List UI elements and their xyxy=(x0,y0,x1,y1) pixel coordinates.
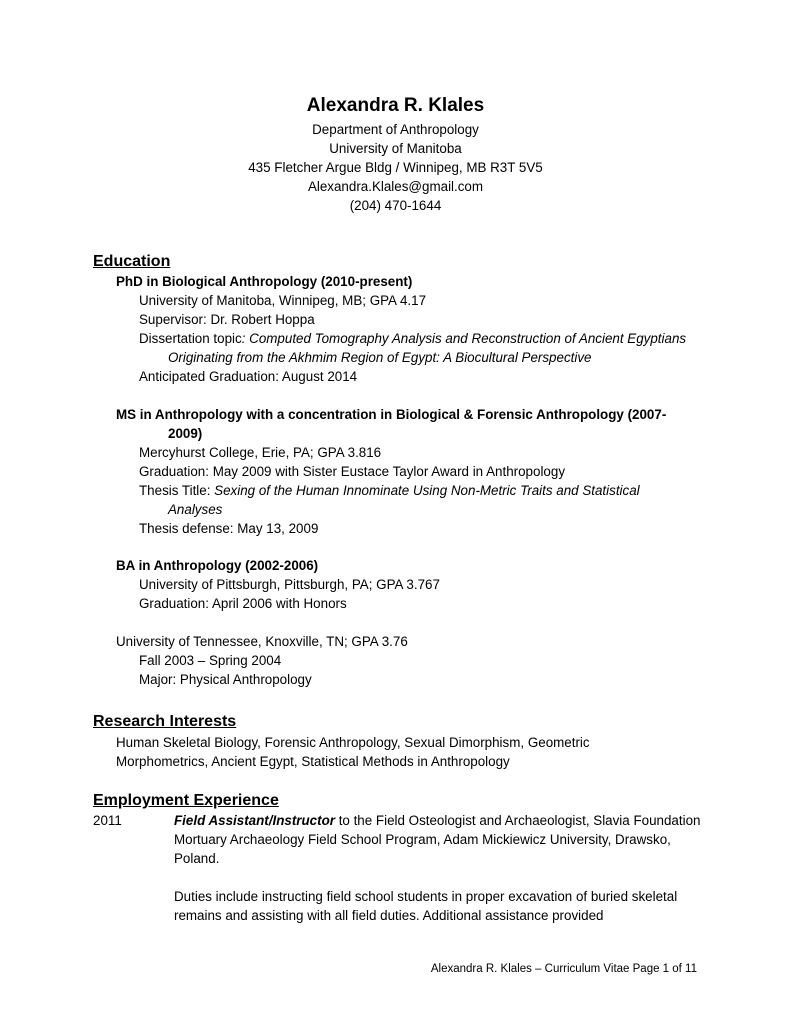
author-name: Alexandra R. Klales xyxy=(306,95,485,116)
ba-institution: University of Pittsburgh, Pittsburgh, PA; GPA 3.767 xyxy=(139,577,440,592)
employment-heading: Employment Experience xyxy=(93,792,279,809)
ba-graduation: Graduation: April 2006 with Honors xyxy=(139,596,347,611)
thesis-label: Thesis Title: xyxy=(139,483,215,498)
education-heading: Education xyxy=(93,253,171,270)
employment-year: 2011 xyxy=(93,813,122,828)
address: 435 Fletcher Argue Bldg / Winnipeg, MB R3T 5V5 xyxy=(248,160,543,175)
phd-graduation: Anticipated Graduation: August 2014 xyxy=(139,369,358,384)
employment-entry xyxy=(174,811,704,925)
research-text: Human Skeletal Biology, Forensic Anthropology, Sexual Dimorphism, Geometric Morphometrics, Ancient Egypt, Statistical Methods in Anthropology xyxy=(116,735,590,769)
phd-dissertation xyxy=(116,329,696,367)
dissertation-label: Dissertation topic xyxy=(139,331,242,346)
page-footer: Alexandra R. Klales – Curriculum Vitae Page 1 of 11 xyxy=(430,963,697,975)
employment-description xyxy=(174,811,704,868)
education-phd xyxy=(116,272,696,386)
department: Department of Anthropology xyxy=(312,122,479,137)
education-ba xyxy=(116,556,696,613)
dissertation-title: : Computed Tomography Analysis and Reconstruction of Ancient Egyptians Originating from the Akhmim Region of Egypt: A Biocultural Perspective xyxy=(168,331,687,365)
other-institution: University of Tennessee, Knoxville, TN; GPA 3.76 xyxy=(116,634,408,649)
thesis-title: Sexing of the Human Innominate Using Non-Metric Traits and Statistical Analyses xyxy=(168,483,640,517)
ba-degree: BA in Anthropology (2002-2006) xyxy=(116,558,319,573)
cv-header xyxy=(0,95,791,215)
research-heading: Research Interests xyxy=(93,713,237,730)
ms-thesis xyxy=(116,481,686,519)
education-other xyxy=(116,632,696,689)
phd-institution: University of Manitoba, Winnipeg, MB; GPA 4.17 xyxy=(139,293,427,308)
university: University of Manitoba xyxy=(329,141,462,156)
employment-details: to the Field Osteologist and Archaeologist, Slavia Foundation Mortuary Archaeology Field School Program, Adam Mickiewicz University, Drawsko, Poland. xyxy=(174,813,701,866)
ms-defense: Thesis defense: May 13, 2009 xyxy=(139,521,319,536)
employment-duties: Duties include instructing field school students in proper excavation of buried skeletal remains and assisting with all field duties. Additional assistance provided xyxy=(174,889,678,923)
education-ms xyxy=(116,405,686,538)
ms-institution: Mercyhurst College, Erie, PA; GPA 3.816 xyxy=(139,445,382,460)
phd-degree: PhD in Biological Anthropology (2010-present) xyxy=(116,274,413,289)
employment-position: Field Assistant/Instructor xyxy=(174,813,335,828)
other-major: Major: Physical Anthropology xyxy=(139,672,312,687)
phone-number: (204) 470-1644 xyxy=(349,198,442,213)
email-address[interactable]: Alexandra.Klales@gmail.com xyxy=(307,179,484,194)
other-dates: Fall 2003 – Spring 2004 xyxy=(139,653,282,668)
ms-degree: MS in Anthropology with a concentration in Biological & Forensic Anthropology (2007-2009) xyxy=(116,407,667,441)
phd-supervisor: Supervisor: Dr. Robert Hoppa xyxy=(139,312,315,327)
ms-graduation: Graduation: May 2009 with Sister Eustace Taylor Award in Anthropology xyxy=(139,464,566,479)
